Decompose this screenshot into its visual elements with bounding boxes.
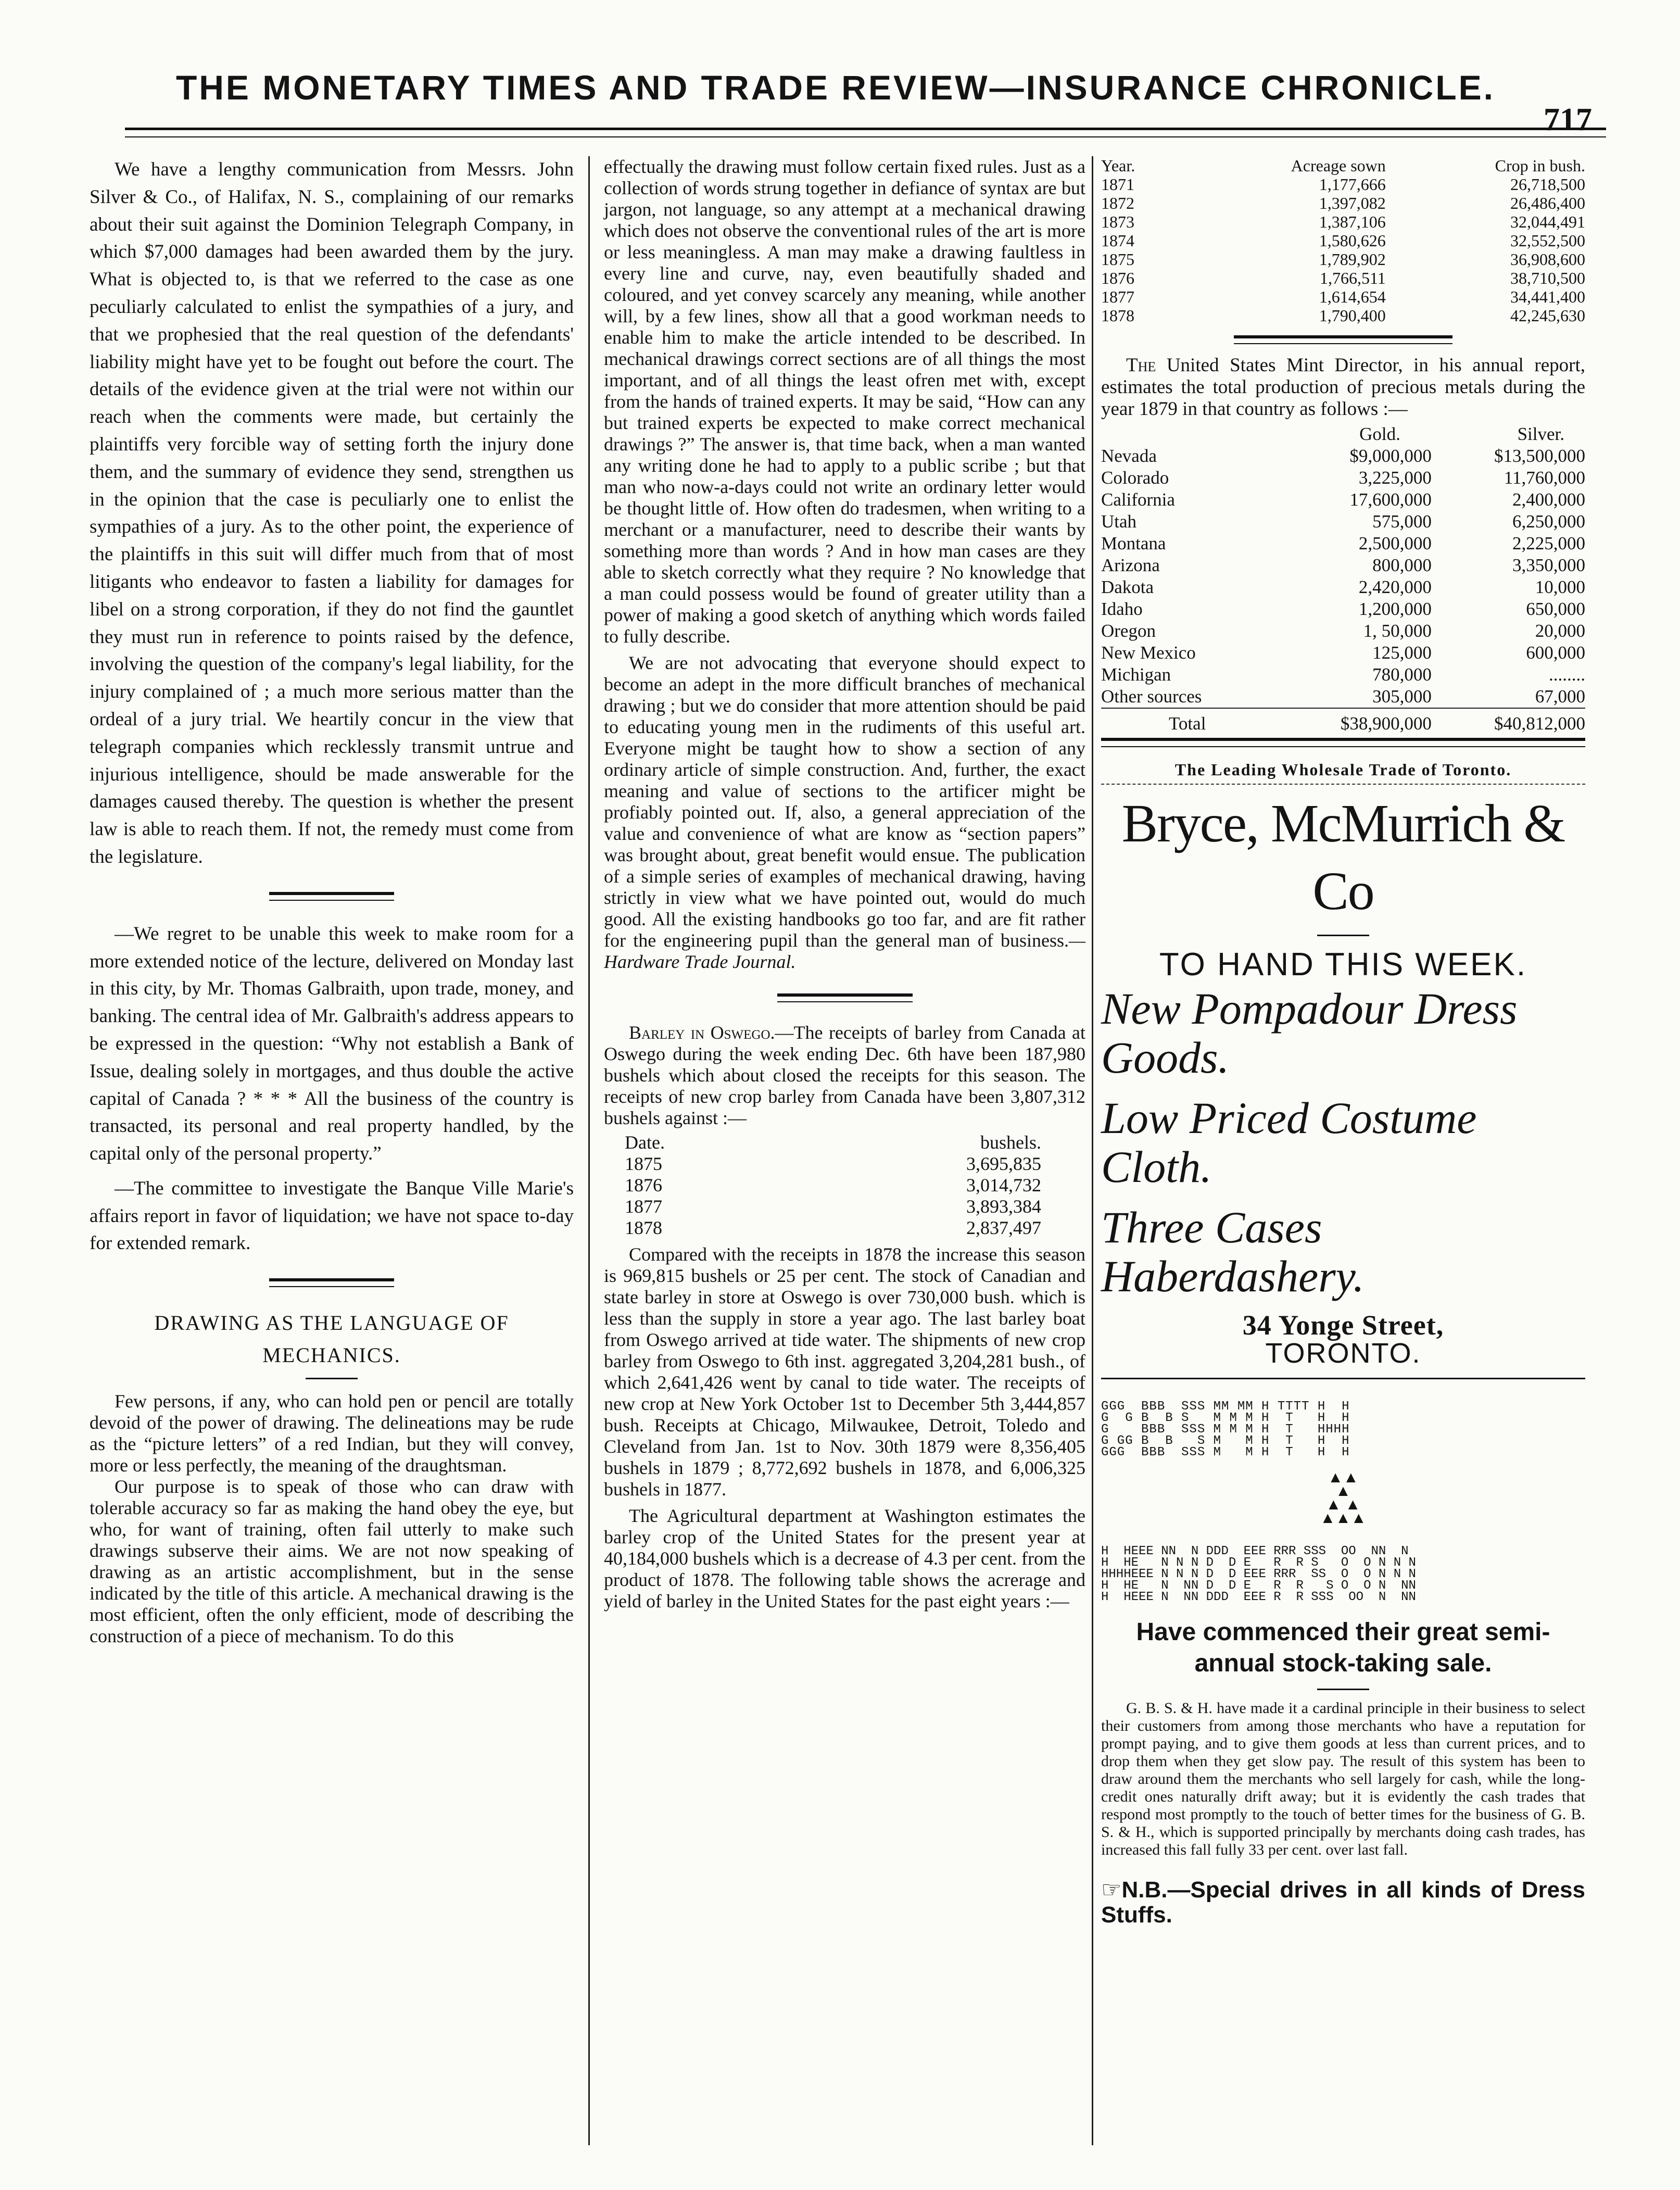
table-cell-acreage: 1,766,511 xyxy=(1319,269,1386,287)
section-divider xyxy=(1234,335,1452,344)
drawing-paragraph-4-text: We are not advocating that everyone should expect to become an adept in the more difficult branches of mechanical drawing ; but we do consider that more attention should be paid to educating young men in the rudiments of this useful art. Everyone might be taught how to show a section of any ordinary article of simple construction. And, further, the exact meaning and value of sections to the artificer might be profiably pointed out. If, also, a general appreciation of the value and convenience of what are know as “section papers” was brought about, great benefit would ensue. The publication of a simple series of examples of mechanical drawing, having strictly in view what we have pointed out, would do much good. All the existing handbooks go too far, and are fit rather for the engineering pupil than the general man of business. xyxy=(604,652,1085,951)
table-cell-gold: $9,000,000 xyxy=(1349,446,1432,466)
table-cell-state: California xyxy=(1101,489,1175,510)
table-row xyxy=(1101,231,1585,250)
table-cell-silver: 600,000 xyxy=(1526,643,1585,663)
table-cell-year: 1875 xyxy=(625,1153,662,1174)
table-row xyxy=(1101,511,1585,533)
table-cell-year: 1878 xyxy=(1101,306,1134,325)
table-cell-silver: 2,225,000 xyxy=(1512,533,1585,553)
section-divider xyxy=(1101,738,1585,747)
ad-monogram-top: GGG BBB SSS MM MM H TTTT H H G G B B S M M M H T H H G BBB SSS M M M H T HHHH G GG B B S M M H T H H GGG BBB SSS M M H T H H xyxy=(1101,1400,1350,1459)
table-cell-total-silver: $40,812,000 xyxy=(1494,713,1585,734)
table-cell-gold: 575,000 xyxy=(1372,511,1432,532)
table-row xyxy=(1101,212,1585,231)
table-cell-crop: 38,710,500 xyxy=(1510,269,1585,287)
table-header-cell: bushels. xyxy=(980,1132,1041,1153)
article-heading-drawing: DRAWING AS THE LANGUAGE OF MECHANICS. xyxy=(154,1311,509,1367)
table-header-row xyxy=(1101,156,1585,175)
table-row xyxy=(1101,642,1585,664)
table-cell-year: 1878 xyxy=(625,1217,662,1238)
ad-street-address: 34 Yonge Street, xyxy=(1242,1310,1444,1341)
section-divider xyxy=(1101,1378,1585,1382)
table-header-cell: Year. xyxy=(1101,156,1135,175)
table-header-cell: Gold. xyxy=(1359,424,1400,444)
table-cell-silver: $13,500,000 xyxy=(1494,446,1585,466)
table-cell-state: Colorado xyxy=(1101,468,1169,488)
column-rule-2 xyxy=(1092,156,1093,2145)
table-cell-crop: 42,245,630 xyxy=(1510,306,1585,325)
section-divider xyxy=(269,892,394,901)
table-row xyxy=(1101,686,1585,708)
table-cell-silver: 20,000 xyxy=(1535,621,1585,641)
ad-banner: The Leading Wholesale Trade of Toronto. xyxy=(1101,759,1585,785)
header-rule xyxy=(125,128,1606,137)
column-1 xyxy=(90,156,574,1647)
section-divider xyxy=(269,1278,394,1287)
table-cell-silver: 2,400,000 xyxy=(1512,489,1585,510)
table-cell-silver: 67,000 xyxy=(1535,686,1585,707)
barley-comparison-paragraph: Compared with the receipts in 1878 the increase this season is 969,815 bushels or 25 per cent. The stock of Canadian and state barley in store at Oswego is over 730,000 bush. which is less than the supply in store a year ago. The last barley boat from Oswego arrived at tide water. The shipments of new crop barley from Oswego to 6th inst. aggregated 3,204,281 bush., of which 2,641,426 went by canal to tide water. The receipts of new crop at New York October 1st to December 5th 3,444,857 bush. Receipts at Chicago, Milwaukee, Detroit, Toledo and Cleveland from Jan. 1st to Nov. 30th 1879 were 8,356,405 bushels in 1879 ; 8,772,692 bushels in 1878, and 6,006,325 bushels in 1877. xyxy=(604,1244,1085,1500)
barley-agriculture-paragraph: The Agricultural department at Washington estimates the barley crop of the United States for the present year at 40,184,000 bushels which is a decrease of 4.3 per cent. from the product of 1878. The following table shows the acrerage and yield of barley in the United States for the past eight years :— xyxy=(604,1505,1085,1612)
table-header-cell: Silver. xyxy=(1517,424,1564,444)
table-row xyxy=(1101,306,1585,325)
table-cell-state: Other sources xyxy=(1101,686,1202,707)
table-cell-state: Oregon xyxy=(1101,621,1156,641)
table-cell-gold: 17,600,000 xyxy=(1349,489,1432,510)
table-row xyxy=(625,1196,1041,1217)
mint-lead: The xyxy=(1126,355,1156,376)
table-cell-year: 1875 xyxy=(1101,250,1134,269)
table-row xyxy=(625,1153,1041,1175)
table-cell-crop: 34,441,400 xyxy=(1510,287,1585,306)
table-row xyxy=(1101,555,1585,576)
table-cell-state: New Mexico xyxy=(1101,643,1196,663)
table-cell-year: 1872 xyxy=(1101,194,1134,212)
table-cell-year: 1876 xyxy=(1101,269,1134,287)
table-row xyxy=(625,1175,1041,1196)
table-cell-gold: 125,000 xyxy=(1372,643,1432,663)
table-cell-gold: 3,225,000 xyxy=(1358,468,1432,488)
editorial-galbraith-lecture: —We regret to be unable this week to make room for a more extended notice of the lecture, delivered on Monday last in this city, by Mr. Thomas Galbraith, upon trade, money, and banking. The central idea of Mr. Galbraith's address appears to be expressed in the question: “Why not establish a Bank of Issue, dealing solely in mortgages, and thus double the active capital of Canada ? * * * All the business of the country is transacted, its personal and real property handled, by the capital only of the personal property.” xyxy=(90,923,574,1165)
table-cell-gold: 800,000 xyxy=(1372,555,1432,575)
barley-oswego-paragraph xyxy=(604,1022,1085,1129)
table-cell-state: Nevada xyxy=(1101,446,1157,466)
column-2 xyxy=(604,156,1085,1612)
table-cell-gold: 2,420,000 xyxy=(1358,577,1432,597)
table-cell-value: 3,695,835 xyxy=(966,1153,1041,1174)
table-row xyxy=(1101,467,1585,489)
table-cell-silver: 3,350,000 xyxy=(1512,555,1585,575)
ad-monogram-bottom: H HEEE NN N DDD EEE RRR SSS OO NN N H HE N N N D D E R R S O O N N N HHHHEEE N N N D D EEE RRR SS O O N N N H HE N NN D D E R R S O O N NN H HEEE N NN DDD EEE R R SSS OO N NN xyxy=(1101,1544,1416,1604)
table-cell-state: Michigan xyxy=(1101,664,1171,685)
table-row xyxy=(1101,445,1585,467)
table-cell-silver: ........ xyxy=(1549,664,1585,685)
table-row xyxy=(1101,620,1585,642)
table-cell-state: Utah xyxy=(1101,511,1137,532)
ad-line-costume-cloth: Low Priced Costume Cloth. xyxy=(1101,1093,1477,1192)
table-row xyxy=(625,1217,1041,1239)
precious-metals-table xyxy=(1101,423,1585,735)
table-cell-crop: 26,486,400 xyxy=(1510,194,1585,212)
heading-underline xyxy=(306,1378,358,1379)
table-cell-year: 1871 xyxy=(1101,175,1134,194)
table-cell-year: 1873 xyxy=(1101,212,1134,231)
page-number: 717 xyxy=(1544,102,1592,137)
table-row xyxy=(1101,598,1585,620)
table-cell-crop: 36,908,600 xyxy=(1510,250,1585,269)
table-cell-value: 2,837,497 xyxy=(966,1217,1041,1238)
ad-nota-bene: ☞N.B.—Special drives in all kinds of Dress Stuffs. xyxy=(1101,1877,1585,1928)
table-header-row xyxy=(1101,423,1585,445)
barley-lead: Barley in Oswego. xyxy=(629,1022,775,1043)
ad-line-haberdashery: Three Cases Haberdashery. xyxy=(1101,1202,1365,1301)
drawing-paragraph-4 xyxy=(604,652,1085,973)
ad-subhead: TO HAND THIS WEEK. xyxy=(1159,947,1527,983)
table-cell-silver: 10,000 xyxy=(1535,577,1585,597)
table-cell-gold: 2,500,000 xyxy=(1358,533,1432,553)
table-cell-total-gold: $38,900,000 xyxy=(1340,713,1432,734)
table-cell-acreage: 1,387,106 xyxy=(1319,212,1386,231)
table-cell-acreage: 1,177,666 xyxy=(1319,175,1386,194)
table-total-row xyxy=(1101,708,1585,735)
table-header-cell-empty xyxy=(1101,423,1278,445)
table-header-row xyxy=(625,1132,1041,1153)
table-cell-state: Arizona xyxy=(1101,555,1160,575)
table-cell-year: 1877 xyxy=(1101,287,1134,306)
table-cell-value: 3,893,384 xyxy=(966,1196,1041,1217)
page-header-title: THE MONETARY TIMES AND TRADE REVIEW—INSURANCE CHRONICLE. xyxy=(175,68,1496,107)
table-cell-gold: 780,000 xyxy=(1372,664,1432,685)
mint-text: United States Mint Director, in his annual report, estimates the total production of precious metals during the year 1879 in that country as follows :— xyxy=(1101,355,1585,420)
table-cell-gold: 1, 50,000 xyxy=(1363,621,1432,641)
table-cell-gold: 1,200,000 xyxy=(1358,599,1432,619)
table-cell-state: Dakota xyxy=(1101,577,1154,597)
advertisement-gordon-mackay xyxy=(1101,1401,1585,1928)
drawing-paragraph-2: Our purpose is to speak of those who can draw with tolerable accuracy so far as making the hand obey the eye, but who, for want of training, often fail utterly to make such drawings subserve their aims. We are not now speaking of drawing as an artistic accomplishment, but in the sense indicated by the title of this article. A mechanical drawing is the most efficient, often the only efficient, mode of describing the construction of a piece of mechanism. To do this xyxy=(90,1476,574,1647)
table-row xyxy=(1101,664,1585,686)
table-cell-year: 1876 xyxy=(625,1175,662,1195)
table-header-cell: Crop in bush. xyxy=(1495,156,1585,175)
table-cell-crop: 26,718,500 xyxy=(1510,175,1585,194)
barley-receipts-table xyxy=(625,1132,1041,1239)
ad-city: TORONTO. xyxy=(1265,1338,1421,1369)
ad-divider xyxy=(1317,935,1369,936)
table-cell-total-label: Total xyxy=(1169,713,1206,734)
table-cell-acreage: 1,790,400 xyxy=(1319,306,1386,325)
column-3 xyxy=(1101,156,1585,1928)
column-rule-1 xyxy=(588,156,590,2145)
table-header-cell: Date. xyxy=(625,1132,665,1153)
table-cell-state: Idaho xyxy=(1101,599,1143,619)
editorial-banque-ville-marie: —The committee to investigate the Banque Ville Marie's affairs report in favor of liquidation; we have not space to-day for extended remark. xyxy=(90,1177,574,1254)
editorial-telegraph-suit: We have a lengthy communication from Messrs. John Silver & Co., of Halifax, N. S., complaining of our remarks about their suit against the Dominion Telegraph Company, in which $7,000 damages had been awarded them by the jury. What is objected to, is that we referred to the case as one peculiarly calculated to enlist the sympathies of a jury, and that we prophesied that the real question of the defendants' liability might have yet to be fought out before the court. The details of the evidence given at the trial were not within our reach when the comments were made, but certainly the plaintiffs very forcible way of setting forth the injury done them, and the summary of evidence they send, strengthen us in the opinion that the case is peculiarly one to enlist the sympathies of a jury. As to the other point, the experience of the plaintiffs in this suit will differ much from that of most litigants who endeavor to fasten a liability for damages for libel on a strong corporation, if they do not find the gauntlet they must run in reference to points raised by the defence, involving the question of the company's legal liability, for the injury complained of ; a much more serious matter than the ordeal of a jury trial. We heartily concur in the view that telegraph companies which recklessly transmit untrue and injurious intelligence, should be made answerable for the damages caused thereby. The question is whether the present law is able to reach them. If not, the remedy must come from the legislature. xyxy=(90,159,574,867)
table-row xyxy=(1101,576,1585,598)
table-row xyxy=(1101,489,1585,511)
source-credit: —Hardware Trade Journal. xyxy=(604,930,1085,972)
drawing-paragraph-3: effectually the drawing must follow certain fixed rules. Just as a collection of words strung together in defiance of syntax are but jargon, not language, so any attempt at a mechanical drawing which does not observe the conventional rules of the art is more or less meaningless. A man may make a drawing faultless in every line and curve, nay, even beautifully shaded and coloured, and yet convey scarcely any meaning, while another will, by a few lines, show all that a good workman needs to enable him to make the article intended to be described. In mechanical drawings correct sections are of all things the most important, and of all things the least ofren met with, except from the hands of trained experts. It may be said, “How can any but trained experts be expected to make correct mechanical drawings ?” The answer is, that time back, when a man wanted any writing done he had to apply to a public scribe ; but that man who now-a-days could not write an ordinary letter would be thought little of. How often do tradesmen, when writing to a merchant or a manufacturer, need to describe their wants by something more than words ? And in how man cases are they able to sketch correctly what they require ? No knowledge that a man could possess would be found of greater utility than a power of making a good sketch of anything which words failed to fully describe. xyxy=(604,156,1085,647)
table-row xyxy=(1101,250,1585,269)
section-divider xyxy=(777,993,913,1002)
table-cell-crop: 32,044,491 xyxy=(1510,212,1585,231)
table-cell-silver: 650,000 xyxy=(1526,599,1585,619)
ad-headline: Have commenced their great semi-annual stock-taking sale. xyxy=(1136,1618,1550,1677)
table-cell-gold: 305,000 xyxy=(1372,686,1432,707)
table-cell-year: 1877 xyxy=(625,1196,662,1217)
table-cell-silver: 11,760,000 xyxy=(1504,468,1585,488)
table-cell-acreage: 1,397,082 xyxy=(1319,194,1386,212)
drawing-paragraph-1: Few persons, if any, who can hold pen or pencil are totally devoid of the power of drawing. The delineations may be rude as the “picture letters” of a red Indian, but they will convey, more or less perfectly, the meaning of the draughtsman. xyxy=(90,1391,574,1476)
table-row xyxy=(1101,287,1585,306)
ad-body-text: G. B. S. & H. have made it a cardinal principle in their business to select their customers from among those merchants who have a reputation for prompt paying, and to give them goods at less than current prices, and to drop them when they get slow pay. The result of this system has been to draw around them the merchants who sell largely for cash, while the long-credit ones naturally drift away; but it is evidently the cash trades that respond most promptly to the touch of better times for the business of G. B. S. & H., which is supported principally by merchants doing cash trades, has increased this fall fully 33 per cent. over last fall. xyxy=(1101,1700,1585,1858)
table-cell-state: Montana xyxy=(1101,533,1166,553)
table-row xyxy=(1101,269,1585,287)
barley-text: —The receipts of barley from Canada at Oswego during the week ending Dec. 6th have been 187,980 bushels which about closed the receipts for this season. The receipts of new crop barley from Canada have been 3,807,312 bushels against :— xyxy=(604,1022,1086,1128)
ad-firm-name: Bryce, McMurrich & Co xyxy=(1121,794,1565,921)
barley-crop-table xyxy=(1101,156,1585,325)
ad-divider xyxy=(1317,1689,1369,1690)
ad-triangle-ornament: ▲▲ ▲ ▲ ▲ ▲▲▲ xyxy=(1320,1469,1367,1527)
table-row xyxy=(1101,194,1585,212)
table-cell-acreage: 1,789,902 xyxy=(1319,250,1386,269)
mint-report-paragraph xyxy=(1101,355,1585,420)
advertisement-bryce-mcmurrich xyxy=(1101,759,1585,1369)
table-cell-value: 3,014,732 xyxy=(966,1175,1041,1195)
table-cell-acreage: 1,614,654 xyxy=(1319,287,1386,306)
table-header-cell: Acreage sown xyxy=(1291,156,1386,175)
table-cell-crop: 32,552,500 xyxy=(1510,231,1585,250)
table-row xyxy=(1101,175,1585,194)
ad-line-dress-goods: New Pompadour Dress Goods. xyxy=(1101,984,1518,1083)
table-cell-silver: 6,250,000 xyxy=(1512,511,1585,532)
table-cell-acreage: 1,580,626 xyxy=(1319,231,1386,250)
table-cell-year: 1874 xyxy=(1101,231,1134,250)
table-row xyxy=(1101,533,1585,555)
